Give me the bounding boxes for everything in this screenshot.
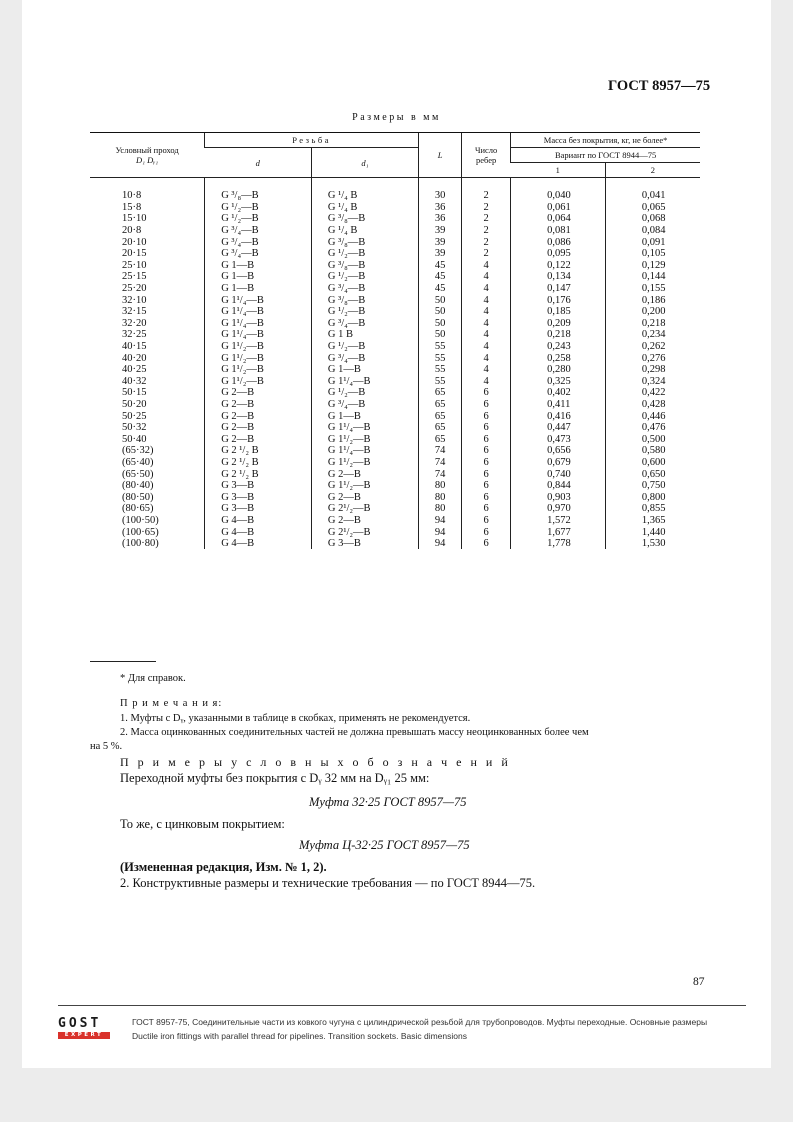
table-row <box>90 329 700 341</box>
cell-ribs: 4 <box>462 271 511 283</box>
cell-nominal-bore: (80·65) <box>122 503 154 515</box>
cell-mass-variant-2: 0,084 <box>605 225 700 237</box>
cell-thread-d1: G ¹/₂—B <box>311 341 418 353</box>
table-row <box>90 236 700 248</box>
header-mass: Масса без покрытия, кг, не более* <box>511 133 700 148</box>
cell-length: 74 <box>419 445 462 457</box>
cell-thread-d: G ³/₄—B <box>205 248 312 260</box>
cell-ribs: 6 <box>462 399 511 411</box>
cell-length: 50 <box>419 318 462 330</box>
cell-thread-d1: G ³/₈—B <box>311 213 418 225</box>
cell-mass-variant-2: 0,580 <box>605 445 700 457</box>
header-variant-2: 2 <box>605 163 700 178</box>
cell-thread-d: G 2—B <box>205 410 312 422</box>
cell-thread-d1: G ¹/₂—B <box>311 387 418 399</box>
cell-length: 80 <box>419 491 462 503</box>
cell-mass-variant-1: 0,411 <box>511 399 606 411</box>
cell-length: 45 <box>419 283 462 295</box>
cell-mass-variant-1: 0,844 <box>511 480 606 492</box>
cell-thread-d: G 2—B <box>205 387 312 399</box>
cell-mass-variant-2: 0,041 <box>605 190 700 202</box>
cell-mass-variant-1: 0,325 <box>511 376 606 388</box>
cell-thread-d1: G 2—B <box>311 491 418 503</box>
cell-length: 30 <box>419 190 462 202</box>
cell-mass-variant-2: 1,365 <box>605 515 700 527</box>
cell-thread-d1: G ¹/₂—B <box>311 306 418 318</box>
header-ribs: Число ребер <box>462 133 511 178</box>
header-thread: Резьба <box>205 133 419 148</box>
cell-mass-variant-2: 0,650 <box>605 468 700 480</box>
cell-thread-d1: G 1¹/₄—B <box>311 445 418 457</box>
cell-mass-variant-2: 0,276 <box>605 352 700 364</box>
cell-length: 39 <box>419 248 462 260</box>
table-row <box>90 468 700 480</box>
examples-title: П р и м е р ы у с л о в н ы х о б о з н а ч е н и й <box>120 755 511 769</box>
table-row <box>90 515 700 527</box>
cell-mass-variant-2: 1,530 <box>605 538 700 550</box>
cell-mass-variant-1: 0,656 <box>511 445 606 457</box>
cell-length: 80 <box>419 503 462 515</box>
cell-thread-d1: G 2—B <box>311 468 418 480</box>
cell-mass-variant-2: 0,500 <box>605 433 700 445</box>
cell-mass-variant-1: 0,258 <box>511 352 606 364</box>
cell-mass-variant-1: 0,061 <box>511 202 606 214</box>
cell-ribs: 4 <box>462 329 511 341</box>
cell-mass-variant-1: 0,081 <box>511 225 606 237</box>
cell-mass-variant-1: 0,416 <box>511 410 606 422</box>
cell-mass-variant-2: 1,440 <box>605 526 700 538</box>
cell-nominal-bore: 40·25 <box>122 364 147 376</box>
header-variant: Вариант по ГОСТ 8944—75 <box>511 148 700 163</box>
cell-mass-variant-1: 0,970 <box>511 503 606 515</box>
logo-text-top: GOST <box>58 1016 102 1031</box>
cell-thread-d: G 3—B <box>205 503 312 515</box>
cell-ribs: 6 <box>462 491 511 503</box>
cell-thread-d1: G 1¹/₂—B <box>311 457 418 469</box>
cell-nominal-bore: (65·40) <box>122 456 154 468</box>
cell-nominal-bore: 50·25 <box>122 410 147 422</box>
table-row <box>90 503 700 515</box>
cell-length: 55 <box>419 341 462 353</box>
cell-thread-d: G ³/₈—B <box>205 190 312 202</box>
cell-thread-d1: G ³/₄—B <box>311 399 418 411</box>
table-row <box>90 248 700 260</box>
cell-mass-variant-2: 0,144 <box>605 271 700 283</box>
cell-thread-d: G 1¹/₄—B <box>205 318 312 330</box>
footnote-divider <box>90 661 156 662</box>
cell-thread-d1: G ¹/₂—B <box>311 271 418 283</box>
cell-length: 39 <box>419 236 462 248</box>
cell-thread-d1: G 1¹/₂—B <box>311 433 418 445</box>
note-2-continuation: на 5 %. <box>90 741 123 752</box>
cell-ribs: 4 <box>462 341 511 353</box>
note-2: 2. Масса оцинкованных соединительных частей не должна превышать массу неоцинкованных более чем <box>120 727 589 738</box>
cell-mass-variant-2: 0,750 <box>605 480 700 492</box>
cell-length: 55 <box>419 364 462 376</box>
cell-length: 65 <box>419 422 462 434</box>
cell-length: 80 <box>419 480 462 492</box>
cell-ribs: 6 <box>462 457 511 469</box>
cell-nominal-bore: 40·15 <box>122 341 147 353</box>
cell-thread-d: G ¹/₂—B <box>205 213 312 225</box>
cell-ribs: 6 <box>462 445 511 457</box>
cell-thread-d1: G ³/₈—B <box>311 294 418 306</box>
cell-thread-d1: G 2—B <box>311 515 418 527</box>
cell-ribs: 4 <box>462 352 511 364</box>
cell-mass-variant-1: 1,778 <box>511 538 606 550</box>
cell-thread-d1: G 1¹/₂—B <box>311 480 418 492</box>
cell-thread-d: G 4—B <box>205 515 312 527</box>
cell-nominal-bore: 32·25 <box>122 329 147 341</box>
cell-thread-d: G 2 ¹/₂ B <box>205 457 312 469</box>
cell-mass-variant-2: 0,129 <box>605 260 700 272</box>
cell-ribs: 4 <box>462 260 511 272</box>
cell-mass-variant-1: 0,122 <box>511 260 606 272</box>
cell-thread-d: G 3—B <box>205 480 312 492</box>
table-row <box>90 341 700 353</box>
cell-nominal-bore: 32·10 <box>122 294 147 306</box>
cell-length: 74 <box>419 468 462 480</box>
cell-nominal-bore: 10·8 <box>122 190 142 202</box>
cell-length: 50 <box>419 306 462 318</box>
cell-thread-d: G 1¹/₂—B <box>205 352 312 364</box>
cell-nominal-bore: (65·32) <box>122 445 154 457</box>
table-row <box>90 260 700 272</box>
cell-thread-d: G 1—B <box>205 271 312 283</box>
cell-thread-d: G 1¹/₄—B <box>205 294 312 306</box>
cell-length: 94 <box>419 515 462 527</box>
table-row <box>90 526 700 538</box>
cell-ribs: 6 <box>462 503 511 515</box>
document-page <box>22 0 771 1068</box>
cell-nominal-bore: 25·10 <box>122 259 147 271</box>
cell-mass-variant-1: 0,218 <box>511 329 606 341</box>
cell-ribs: 2 <box>462 248 511 260</box>
cell-length: 45 <box>419 271 462 283</box>
cell-thread-d: G 1¹/₂—B <box>205 341 312 353</box>
cell-nominal-bore: 50·32 <box>122 422 147 434</box>
cell-nominal-bore: (100·50) <box>122 514 159 526</box>
cell-nominal-bore: 20·15 <box>122 248 147 260</box>
cell-nominal-bore: 32·20 <box>122 317 147 329</box>
table-row <box>90 410 700 422</box>
cell-length: 74 <box>419 457 462 469</box>
table-caption: Размеры в мм <box>352 112 441 123</box>
cell-ribs: 6 <box>462 526 511 538</box>
table-row <box>90 399 700 411</box>
footer-title-en: Ductile iron fittings with parallel thread for pipelines. Transition sockets. Basic dimensions <box>132 1031 467 1041</box>
table-row <box>90 283 700 295</box>
cell-mass-variant-2: 0,068 <box>605 213 700 225</box>
table-row <box>90 538 700 550</box>
cell-ribs: 6 <box>462 433 511 445</box>
cell-nominal-bore: 15·10 <box>122 213 147 225</box>
footnote: * Для справок. <box>120 673 186 684</box>
cell-thread-d1: G ¹/₄ B <box>311 202 418 214</box>
logo-text-bottom: EXPERT <box>58 1032 110 1039</box>
table-row <box>90 294 700 306</box>
cell-length: 65 <box>419 433 462 445</box>
cell-nominal-bore: 50·40 <box>122 433 147 445</box>
cell-mass-variant-1: 0,095 <box>511 248 606 260</box>
cell-thread-d: G 2—B <box>205 399 312 411</box>
table-row <box>90 190 700 202</box>
cell-mass-variant-2: 0,422 <box>605 387 700 399</box>
cell-mass-variant-1: 0,740 <box>511 468 606 480</box>
cell-length: 94 <box>419 538 462 550</box>
cell-thread-d1: G 2¹/₂—B <box>311 526 418 538</box>
table-row <box>90 213 700 225</box>
page-number: 87 <box>693 976 705 988</box>
cell-mass-variant-1: 0,185 <box>511 306 606 318</box>
cell-thread-d1: G ³/₈—B <box>311 260 418 272</box>
cell-nominal-bore: (80·40) <box>122 480 154 492</box>
cell-thread-d1: G 1¹/₄—B <box>311 422 418 434</box>
cell-nominal-bore: 32·15 <box>122 306 147 318</box>
cell-length: 65 <box>419 399 462 411</box>
cell-thread-d1: G 1—B <box>311 410 418 422</box>
header-length: L <box>419 133 462 178</box>
cell-thread-d1: G ¹/₄ B <box>311 225 418 237</box>
table-body <box>90 178 700 550</box>
cell-ribs: 2 <box>462 202 511 214</box>
cell-mass-variant-2: 0,855 <box>605 503 700 515</box>
cell-mass-variant-2: 0,155 <box>605 283 700 295</box>
cell-mass-variant-1: 0,209 <box>511 318 606 330</box>
cell-ribs: 4 <box>462 318 511 330</box>
table-row <box>90 352 700 364</box>
cell-mass-variant-1: 0,447 <box>511 422 606 434</box>
cell-length: 50 <box>419 294 462 306</box>
table-row <box>90 225 700 237</box>
cell-mass-variant-2: 0,428 <box>605 399 700 411</box>
example-1-designation: Муфта 32·25 ГОСТ 8957—75 <box>309 795 467 809</box>
cell-thread-d: G ³/₄—B <box>205 225 312 237</box>
cell-mass-variant-2: 0,800 <box>605 491 700 503</box>
cell-mass-variant-2: 0,065 <box>605 202 700 214</box>
cell-thread-d1: G ³/₈—B <box>311 236 418 248</box>
table-row <box>90 433 700 445</box>
cell-mass-variant-2: 0,186 <box>605 294 700 306</box>
cell-nominal-bore: 50·20 <box>122 398 147 410</box>
cell-length: 39 <box>419 225 462 237</box>
section-2: 2. Конструктивные размеры и технические требования — по ГОСТ 8944—75. <box>120 876 536 890</box>
cell-mass-variant-1: 0,147 <box>511 283 606 295</box>
note-1: 1. Муфты с Dᵧ, указанными в таблице в скобках, применять не рекомендуется. <box>120 713 471 724</box>
cell-mass-variant-2: 0,446 <box>605 410 700 422</box>
cell-nominal-bore: 20·10 <box>122 236 147 248</box>
cell-ribs: 6 <box>462 422 511 434</box>
example-2-designation: Муфта Ц-32·25 ГОСТ 8957—75 <box>299 838 470 852</box>
cell-ribs: 2 <box>462 236 511 248</box>
example-1-text: Переходной муфты без покрытия с Dᵧ 32 мм на Dᵧ₁ 25 мм: <box>120 771 430 785</box>
cell-nominal-bore: 50·15 <box>122 387 147 399</box>
cell-mass-variant-2: 0,298 <box>605 364 700 376</box>
cell-length: 55 <box>419 352 462 364</box>
cell-length: 45 <box>419 260 462 272</box>
cell-thread-d: G 4—B <box>205 526 312 538</box>
table-row <box>90 364 700 376</box>
cell-mass-variant-2: 0,476 <box>605 422 700 434</box>
cell-thread-d: G 1¹/₄—B <box>205 329 312 341</box>
table-row <box>90 202 700 214</box>
table-row <box>90 271 700 283</box>
table-row <box>90 306 700 318</box>
header-d1: d₁ <box>311 148 418 178</box>
cell-nominal-bore: 40·20 <box>122 352 147 364</box>
footer-divider <box>58 1005 746 1006</box>
cell-ribs: 4 <box>462 364 511 376</box>
table-row <box>90 457 700 469</box>
cell-mass-variant-1: 0,402 <box>511 387 606 399</box>
cell-thread-d: G 1¹/₂—B <box>205 376 312 388</box>
cell-thread-d: G 1—B <box>205 283 312 295</box>
cell-ribs: 6 <box>462 410 511 422</box>
cell-thread-d1: G 1¹/₄—B <box>311 376 418 388</box>
cell-ribs: 6 <box>462 480 511 492</box>
cell-ribs: 4 <box>462 306 511 318</box>
header-nominal-bore: Условный проход D₁ Dᵧ₁ <box>90 133 205 178</box>
cell-length: 94 <box>419 526 462 538</box>
amendment-note: (Измененная редакция, Изм. № 1, 2). <box>120 860 327 874</box>
dimensions-table <box>90 132 700 549</box>
cell-thread-d1: G 3—B <box>311 538 418 550</box>
cell-length: 36 <box>419 213 462 225</box>
cell-length: 65 <box>419 387 462 399</box>
cell-mass-variant-2: 0,600 <box>605 457 700 469</box>
cell-thread-d: G ¹/₂—B <box>205 202 312 214</box>
cell-thread-d: G 2 ¹/₂ B <box>205 445 312 457</box>
table-row <box>90 422 700 434</box>
example-2-text: То же, с цинковым покрытием: <box>120 817 285 831</box>
cell-thread-d1: G ³/₄—B <box>311 318 418 330</box>
cell-nominal-bore: (80·50) <box>122 491 154 503</box>
table-row <box>90 491 700 503</box>
cell-thread-d1: G ³/₄—B <box>311 352 418 364</box>
cell-mass-variant-2: 0,218 <box>605 318 700 330</box>
cell-nominal-bore: (100·80) <box>122 538 159 550</box>
cell-mass-variant-2: 0,234 <box>605 329 700 341</box>
cell-ribs: 6 <box>462 515 511 527</box>
cell-thread-d1: G ¹/₄ B <box>311 190 418 202</box>
cell-ribs: 2 <box>462 225 511 237</box>
cell-mass-variant-1: 0,679 <box>511 457 606 469</box>
cell-nominal-bore: 40·32 <box>122 375 147 387</box>
cell-nominal-bore: 25·20 <box>122 283 147 295</box>
gost-expert-logo <box>58 1018 110 1042</box>
notes-title: П р и м е ч а н и я: <box>120 698 223 709</box>
cell-thread-d: G 1¹/₄—B <box>205 306 312 318</box>
header-d: d <box>205 148 312 178</box>
cell-mass-variant-1: 0,280 <box>511 364 606 376</box>
cell-nominal-bore: (100·65) <box>122 526 159 538</box>
footer-title-ru: ГОСТ 8957-75, Соединительные части из ковкого чугуна с цилиндрической резьбой для трубопроводов. Муфты переходные. Основные размеры <box>132 1017 708 1027</box>
cell-thread-d: G 2 ¹/₂ B <box>205 468 312 480</box>
table-row <box>90 480 700 492</box>
cell-mass-variant-1: 0,243 <box>511 341 606 353</box>
cell-mass-variant-1: 0,040 <box>511 190 606 202</box>
cell-ribs: 4 <box>462 283 511 295</box>
table-row <box>90 376 700 388</box>
cell-nominal-bore: (65·50) <box>122 468 154 480</box>
cell-length: 36 <box>419 202 462 214</box>
cell-ribs: 4 <box>462 294 511 306</box>
cell-ribs: 2 <box>462 190 511 202</box>
cell-ribs: 6 <box>462 387 511 399</box>
cell-mass-variant-1: 0,176 <box>511 294 606 306</box>
cell-nominal-bore: 25·15 <box>122 271 147 283</box>
cell-thread-d1: G 1 B <box>311 329 418 341</box>
cell-mass-variant-1: 1,677 <box>511 526 606 538</box>
cell-length: 50 <box>419 329 462 341</box>
cell-thread-d: G 2—B <box>205 433 312 445</box>
cell-mass-variant-1: 0,134 <box>511 271 606 283</box>
cell-mass-variant-1: 0,903 <box>511 491 606 503</box>
cell-mass-variant-2: 0,200 <box>605 306 700 318</box>
cell-thread-d1: G 1—B <box>311 364 418 376</box>
cell-length: 65 <box>419 410 462 422</box>
cell-thread-d: G 2—B <box>205 422 312 434</box>
cell-mass-variant-1: 0,064 <box>511 213 606 225</box>
header-variant-1: 1 <box>511 163 606 178</box>
table-row <box>90 445 700 457</box>
cell-thread-d: G 1—B <box>205 260 312 272</box>
cell-thread-d1: G ³/₄—B <box>311 283 418 295</box>
cell-ribs: 2 <box>462 213 511 225</box>
cell-mass-variant-1: 0,473 <box>511 433 606 445</box>
cell-thread-d: G ³/₄—B <box>205 236 312 248</box>
cell-nominal-bore: 15·8 <box>122 201 142 213</box>
table-row <box>90 387 700 399</box>
cell-mass-variant-2: 0,262 <box>605 341 700 353</box>
table-row <box>90 318 700 330</box>
cell-thread-d: G 3—B <box>205 491 312 503</box>
cell-thread-d1: G ¹/₂—B <box>311 248 418 260</box>
cell-ribs: 4 <box>462 376 511 388</box>
cell-mass-variant-2: 0,091 <box>605 236 700 248</box>
cell-thread-d: G 4—B <box>205 538 312 550</box>
cell-mass-variant-2: 0,105 <box>605 248 700 260</box>
cell-mass-variant-1: 1,572 <box>511 515 606 527</box>
cell-nominal-bore: 20·8 <box>122 225 142 237</box>
cell-thread-d1: G 2¹/₂—B <box>311 503 418 515</box>
cell-ribs: 6 <box>462 468 511 480</box>
cell-mass-variant-1: 0,086 <box>511 236 606 248</box>
cell-thread-d: G 1¹/₂—B <box>205 364 312 376</box>
standard-title: ГОСТ 8957—75 <box>608 78 711 94</box>
cell-length: 55 <box>419 376 462 388</box>
cell-ribs: 6 <box>462 538 511 550</box>
cell-mass-variant-2: 0,324 <box>605 376 700 388</box>
